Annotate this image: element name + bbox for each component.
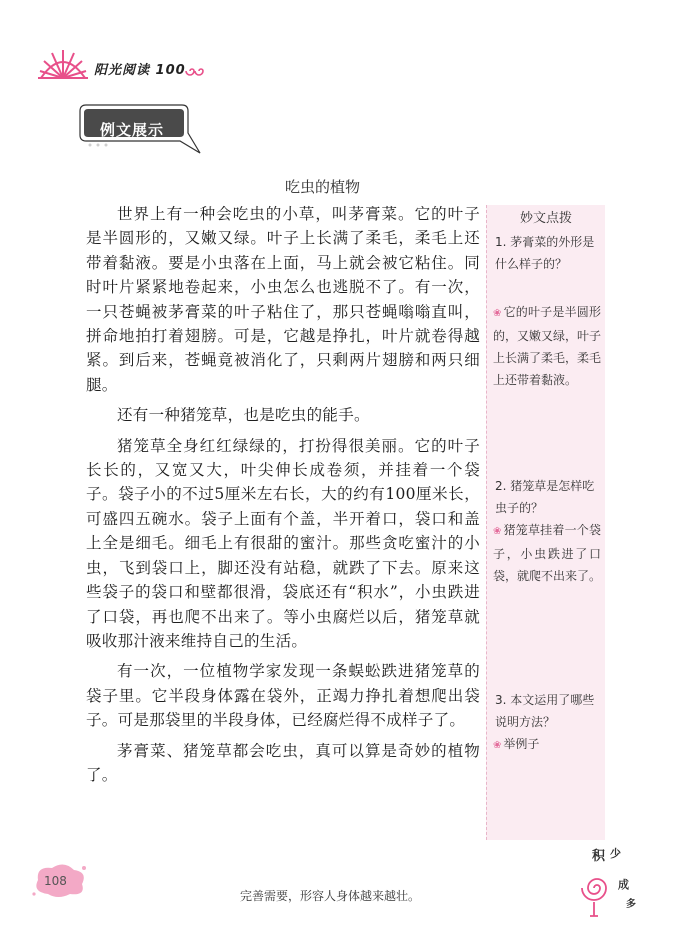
note-question: 2. 猪笼草是怎样吃虫子的？ (495, 479, 595, 515)
corner-char: 积 (592, 849, 606, 864)
page-number: 108 (44, 874, 67, 888)
paragraph: 茅膏菜、猪笼草都会吃虫，真可以算是奇妙的植物了。 (86, 741, 480, 784)
note-answer-text: 它的叶子是半圆形的，又嫩又绿，叶子上长满了柔毛，柔毛上还带着黏液。 (493, 305, 602, 387)
spiral-tree-icon (572, 858, 622, 918)
flower-icon: ❀ (493, 526, 502, 537)
note-question: 1. 茅膏菜的外形是什么样子的？ (495, 235, 595, 271)
article-title: 吃虫的植物 (285, 178, 361, 196)
paragraph: 世界上有一种会吃虫的小草，叫茅膏菜。它的叶子是半圆形的，又嫩又绿。叶子上长满了柔毛，柔毛上还带着黏液。要是小虫落在上面，马上就会被它粘住。同时叶片紧紧地卷起来，小虫怎么也逃脱不了。有一次，一只苍蝇被茅膏菜的叶子粘住了，那只苍蝇嗡嗡直叫，拼命地拍打着翅膀。可是，它越是挣扎，叶片就卷得越紧。到后来，苍蝇竟被消化了，只剩两片翅膀和两只细腿。 (86, 205, 480, 394)
corner-char: 多 (626, 899, 636, 910)
article-body (86, 202, 480, 793)
note-question: 3. 本文运用了哪些说明方法？ (495, 693, 595, 729)
corner-char: 少 (610, 847, 621, 860)
corner-char: 成 (618, 878, 629, 891)
note-answer (493, 519, 601, 587)
paragraph: 还有一种猪笼草，也是吃虫的能手。 (117, 406, 370, 425)
swirl-icon (183, 64, 205, 78)
series-title: 阳光阅读 100 (94, 63, 186, 78)
note-answer-text: 猪笼草挂着一个袋子，小虫跌进了口袋，就爬不出来了。 (493, 523, 602, 583)
flower-icon: ❀ (493, 740, 502, 751)
note-answer (493, 301, 601, 391)
note-answer-text: 举例子 (503, 737, 540, 751)
section-label: 例文展示 (100, 121, 165, 139)
paragraph: 有一次，一位植物学家发现一条蜈蚣跌进猪笼草的袋子里。它半段身体露在袋外，正竭力挣扎着想爬出袋子。可是那袋里的半段身体，已经腐烂得不成样子了。 (86, 662, 480, 730)
flower-icon: ❀ (493, 308, 502, 319)
sun-fan-icon (38, 44, 88, 80)
annotation-sidebar (486, 205, 605, 840)
paragraph: 猪笼草全身红红绿绿的，打扮得很美丽。它的叶子长长的，又宽又大，叶尖伸长成卷须，并挂着一个袋子。袋子小的不过5厘米左右长，大的约有100厘米长，可盛四五碗水。袋子上面有个盖，半开着口，袋口和盖上全是细毛。细毛上有很甜的蜜汁。那些贪吃蜜汁的小虫，飞到袋口上，脚还没有站稳，就跌了下去。原来这些袋子的袋口和壁都很滑，袋底还有“积水”，小虫跌进了口袋，再也爬不出来了。等小虫腐烂以后，猪笼草就吸收那汁液来维持自己的生活。 (86, 436, 480, 650)
footer-slogan: 完善需要，形容人身体越来越壮。 (240, 889, 421, 903)
sidebar-heading: 妙文点拨 (519, 211, 572, 226)
note-answer (493, 733, 601, 757)
